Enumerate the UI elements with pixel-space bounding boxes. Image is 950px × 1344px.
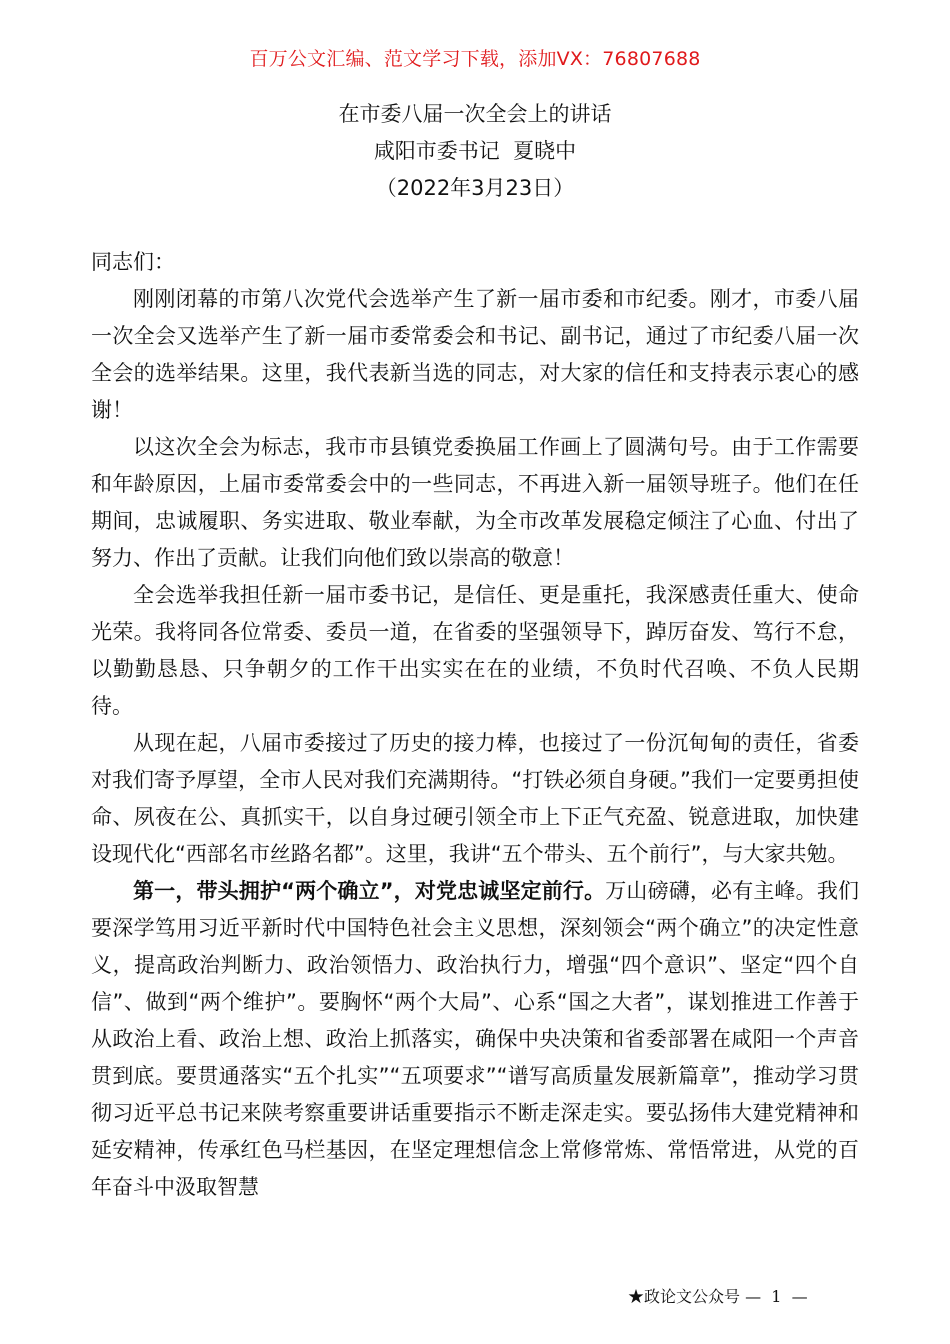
speech-date: （2022年3月23日） — [375, 176, 575, 200]
speech-body — [91, 244, 859, 1206]
watermark-banner: 百万公文汇编、范文学习下载，添加VX：76807688 — [249, 48, 701, 70]
document-title: 在市委八届一次全会上的讲话 — [338, 102, 612, 126]
paragraph — [91, 281, 859, 429]
footer-source: ★政论文公众号 — [628, 1287, 741, 1306]
section-heading: 第一，带头拥护“两个确立”，对党忠诚坚定前行。 — [133, 879, 606, 903]
speaker-line: 咸阳市委书记 夏晓中 — [373, 139, 577, 163]
paragraph — [91, 873, 859, 1206]
salutation: 同志们： — [91, 250, 175, 274]
page-footer — [628, 1284, 808, 1307]
paragraph-text: 从现在起，八届市委接过了历史的接力棒，也接过了一份沉甸甸的责任，省委对我们寄予厚望，全市人民对我们充满期待。“打铁必须自身硬。”我们一定要勇担使命、夙夜在公、真抓实干，以自身过硬引领全市上下正气充盈、锐意进取，加快建设现代化“西部名市丝路名都”。这里，我讲“五个带头、五个前行”，与大家共勉。 — [91, 731, 859, 866]
title-block — [0, 96, 950, 207]
page-number: — 1 — — [745, 1287, 808, 1306]
paragraph — [91, 429, 859, 577]
paragraph-text: 以这次全会为标志，我市市县镇党委换届工作画上了圆满句号。由于工作需要和年龄原因，上届市委常委会中的一些同志，不再进入新一届领导班子。他们在任期间，忠诚履职、务实进取、敬业奉献，为全市改革发展稳定倾注了心血、付出了努力、作出了贡献。让我们向他们致以崇高的敬意！ — [91, 435, 859, 570]
paragraph — [91, 577, 859, 725]
paragraph-text: 全会选举我担任新一届市委书记，是信任、更是重托，我深感责任重大、使命光荣。我将同各位常委、委员一道，在省委的坚强领导下，踔厉奋发、笃行不怠，以勤勤恳恳、只争朝夕的工作干出实实在在的业绩，不负时代召唤、不负人民期待。 — [91, 583, 859, 718]
paragraph — [91, 725, 859, 873]
paragraph-text: 万山磅礴，必有主峰。我们要深学笃用习近平新时代中国特色社会主义思想，深刻领会“两个确立”的决定性意义，提高政治判断力、政治领悟力、政治执行力，增强“四个意识”、坚定“四个自信”、做到“两个维护”。要胸怀“两个大局”、心系“国之大者”，谋划推进工作善于从政治上看、政治上想、政治上抓落实，确保中央决策和省委部署在咸阳一个声音贯到底。要贯通落实“五个扎实”“五项要求”“谱写高质量发展新篇章”，推动学习贯彻习近平总书记来陕考察重要讲话重要指示不断走深走实。要弘扬伟大建党精神和延安精神，传承红色马栏基因，在坚定理想信念上常修常炼、常悟常进，从党的百年奋斗中汲取智慧 — [91, 879, 859, 1199]
paragraph-text: 刚刚闭幕的市第八次党代会选举产生了新一届市委和市纪委。刚才，市委八届一次全会又选举产生了新一届市委常委会和书记、副书记，通过了市纪委八届一次全会的选举结果。这里，我代表新当选的同志，对大家的信任和支持表示衷心的感谢！ — [91, 287, 859, 422]
